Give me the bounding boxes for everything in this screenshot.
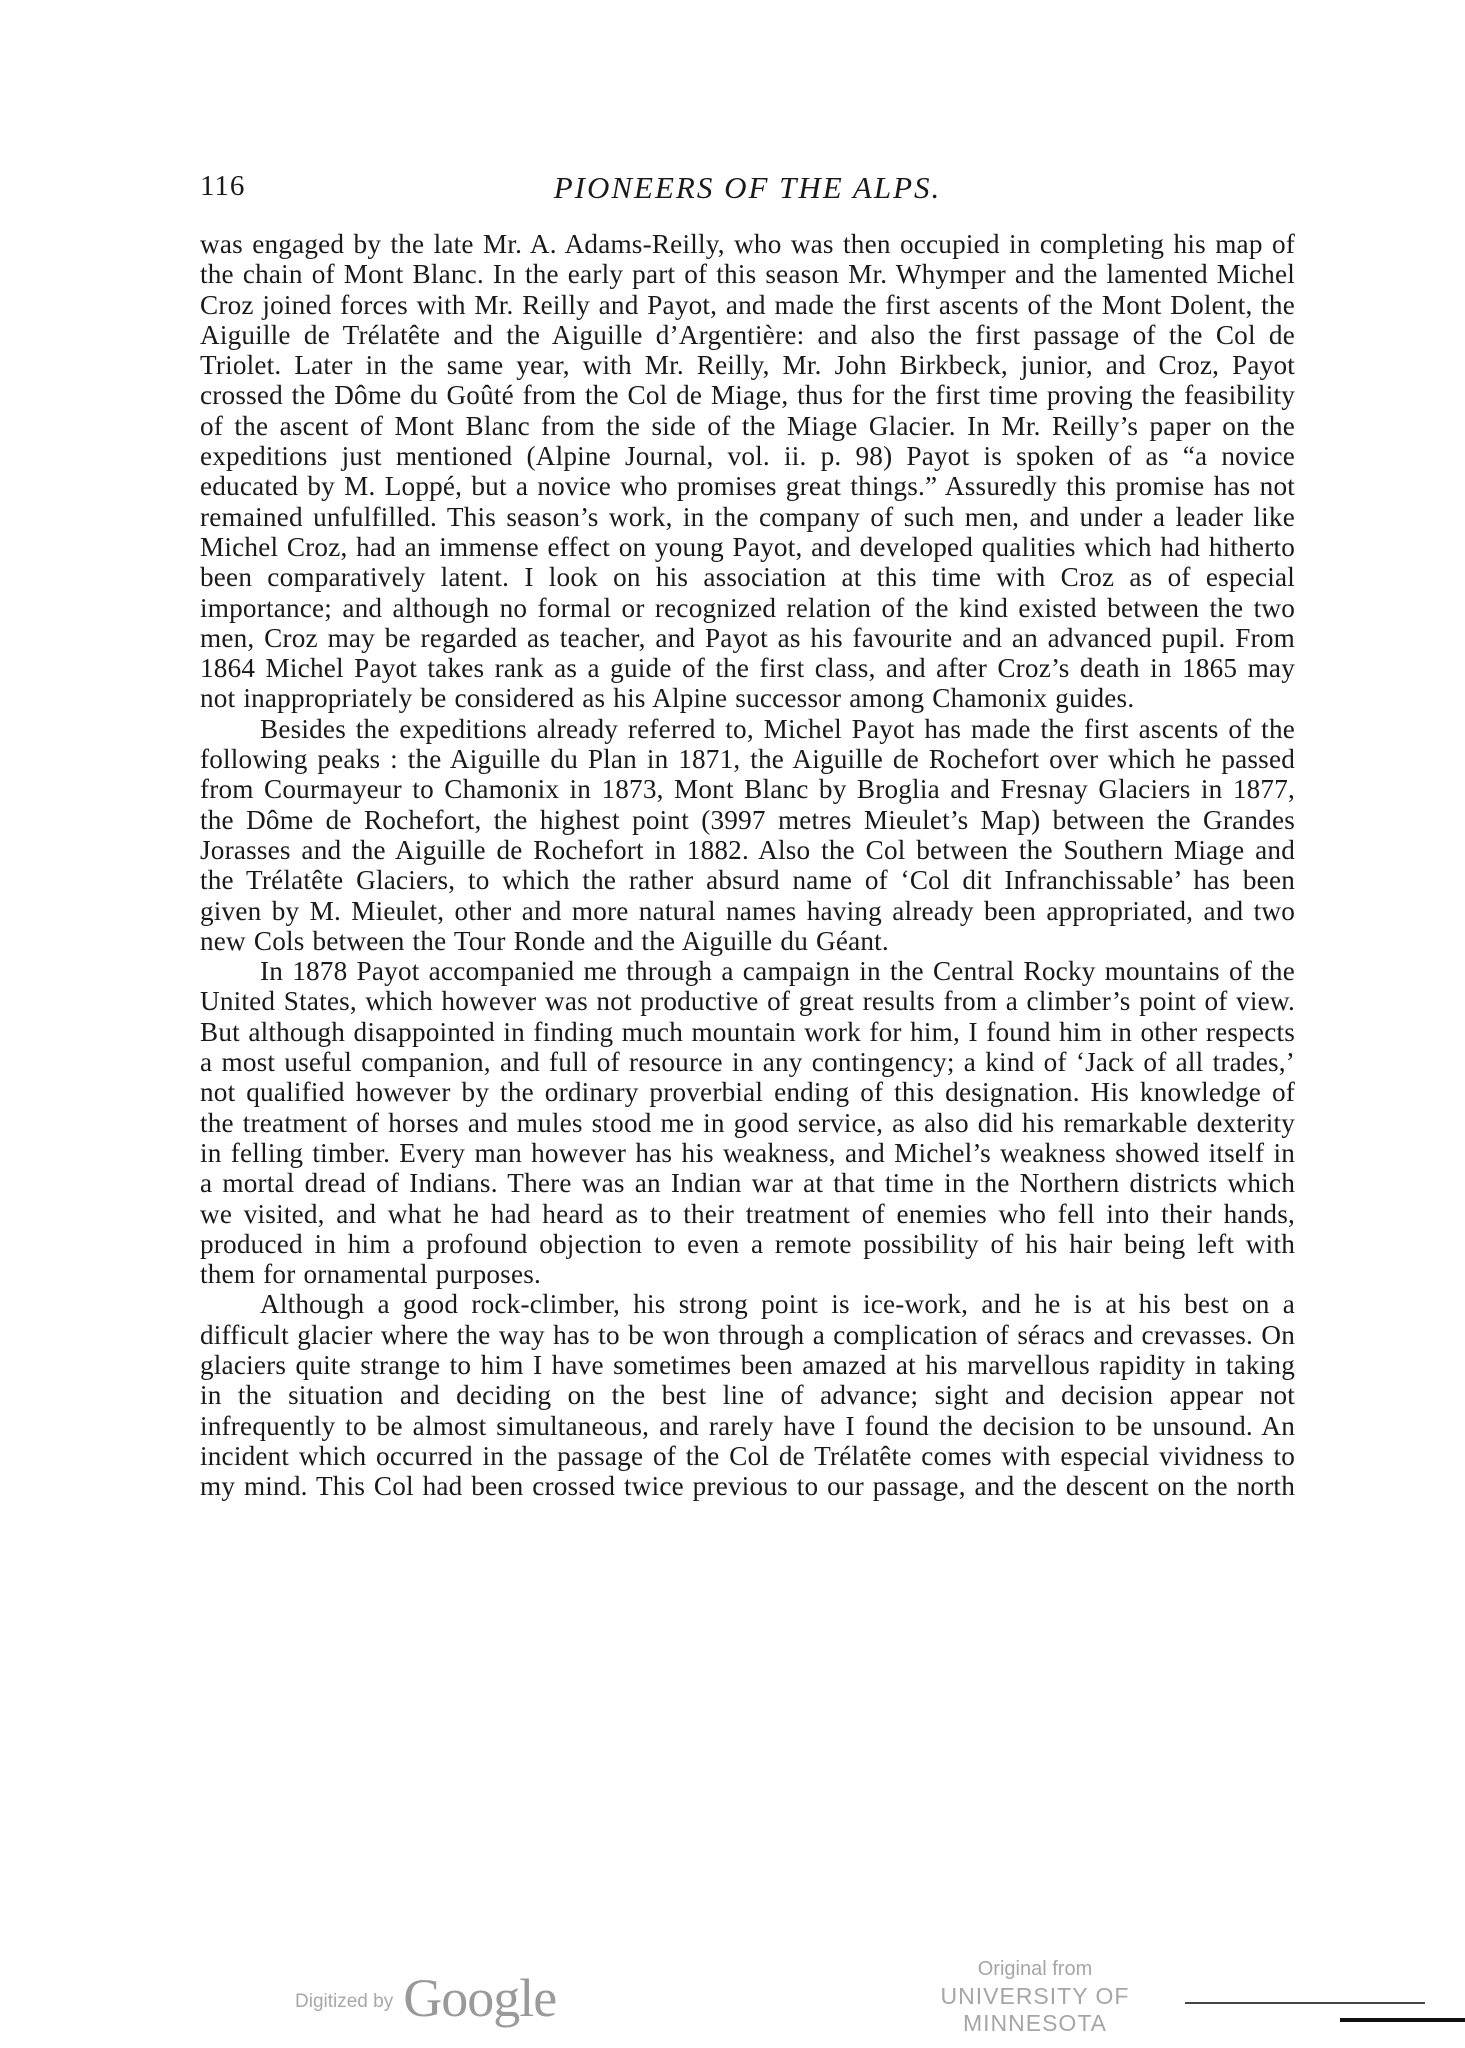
page-header-title: PIONEERS OF THE ALPS. <box>553 170 942 205</box>
paragraph: Although a good rock-climber, his strong point is ice-work, and he is at his best on a difficult glacier where the way has to be won through a complication of séracs and crevasses. On glaciers quite strange to him I have sometimes been amazed at his marvellous rapidity in taking in the situation and deciding on the best line of advance; sight and decision appear not infrequently to be almost simultaneous, and rarely have I found the decision to be unsound. An incident which occurred in the passage of the Col de Trélatête comes with especial vividness to my mind. This Col had been crossed twice previous to our passage, and the descent on the north <box>200 1289 1295 1502</box>
paragraph: Besides the expeditions already referred to, Michel Payot has made the first ascents of the following peaks : the Aiguille du Plan in 1871, the Aiguille de Rochefort over which he passed from Courmayeur to Chamonix in 1873, Mont Blanc by Broglia and Fresnay Glaciers in 1877, the Dôme de Rochefort, the highest point (3997 metres Mieulet’s Map) between the Grandes Jorasses and the Aiguille de Rochefort in 1882. Also the Col between the Southern Miage and the Trélatête Glaciers, to which the rather absurd name of ‘Col dit Infranchissable’ has been given by M. Mieulet, other and more natural names having already been appropriated, and two new Cols between the Tour Ronde and the Aiguille du Géant. <box>200 713 1295 956</box>
scan-artifact-line <box>1185 2002 1425 2004</box>
page-number: 116 <box>200 170 246 202</box>
scan-footer <box>0 1958 1465 2038</box>
original-from-mark <box>870 1958 1200 2037</box>
google-logo: Google <box>403 1968 557 2028</box>
original-from-label: Original from <box>977 1958 1093 1980</box>
running-head <box>200 170 1295 210</box>
digitized-label: Digitized by <box>295 1991 394 2012</box>
digitized-by-mark <box>295 1958 556 2038</box>
scan-artifact-line <box>1340 2018 1465 2022</box>
paragraph: was engaged by the late Mr. A. Adams-Reilly, who was then occupied in completing his map of the chain of Mont Blanc. In the early part of this season Mr. Whymper and the lamented Michel Croz joined forces with Mr. Reilly and Payot, and made the first ascents of the Mont Dolent, the Aiguille de Trélatête and the Aiguille d’Argentière: and also the first passage of the Col de Triolet. Later in the same year, with Mr. Reilly, Mr. John Birkbeck, junior, and Croz, Payot crossed the Dôme du Goûté from the Col de Miage, thus for the first time proving the feasibility of the ascent of Mont Blanc from the side of the Miage Glacier. In Mr. Reilly’s paper on the expeditions just mentioned (Alpine Journal, vol. ii. p. 98) Payot is spoken of as “a novice educated by M. Loppé, but a novice who promises great things.” Assuredly this promise has not remained unfulfilled. This season’s work, in the company of such men, and under a leader like Michel Croz, had an immense effect on young Payot, and developed qualities which had hitherto been comparatively latent. I look on his association at this time with Croz as of especial importance; and although no formal or recognized relation of the kind existed between the two men, Croz may be regarded as teacher, and Payot as his favourite and an advanced pupil. From 1864 Michel Payot takes rank as a guide of the first class, and after Croz’s death in 1865 may not inappropriately be considered as his Alpine successor among Chamonix guides. <box>200 229 1295 714</box>
institution-name: UNIVERSITY OF MINNESOTA <box>940 1983 1130 2036</box>
paragraph: In 1878 Payot accompanied me through a campaign in the Central Rocky mountains of the United States, which however was not productive of great results from a climber’s point of view. But although disappointed in finding much mountain work for him, I found him in other respects a most useful companion, and full of resource in any contingency; a kind of ‘Jack of all trades,’ not qualified however by the ordinary proverbial ending of this designation. His knowledge of the treatment of horses and mules stood me in good service, as also did his remarkable dexterity in felling timber. Every man however has his weakness, and Michel’s weakness showed itself in a mortal dread of Indians. There was an Indian war at that time in the Northern districts which we visited, and what he had heard as to their treatment of enemies who fell into their hands, produced in him a profound objection to even a remote possibility of his hair being left with them for ornamental purposes. <box>200 956 1295 1290</box>
body-text <box>200 229 1295 1501</box>
